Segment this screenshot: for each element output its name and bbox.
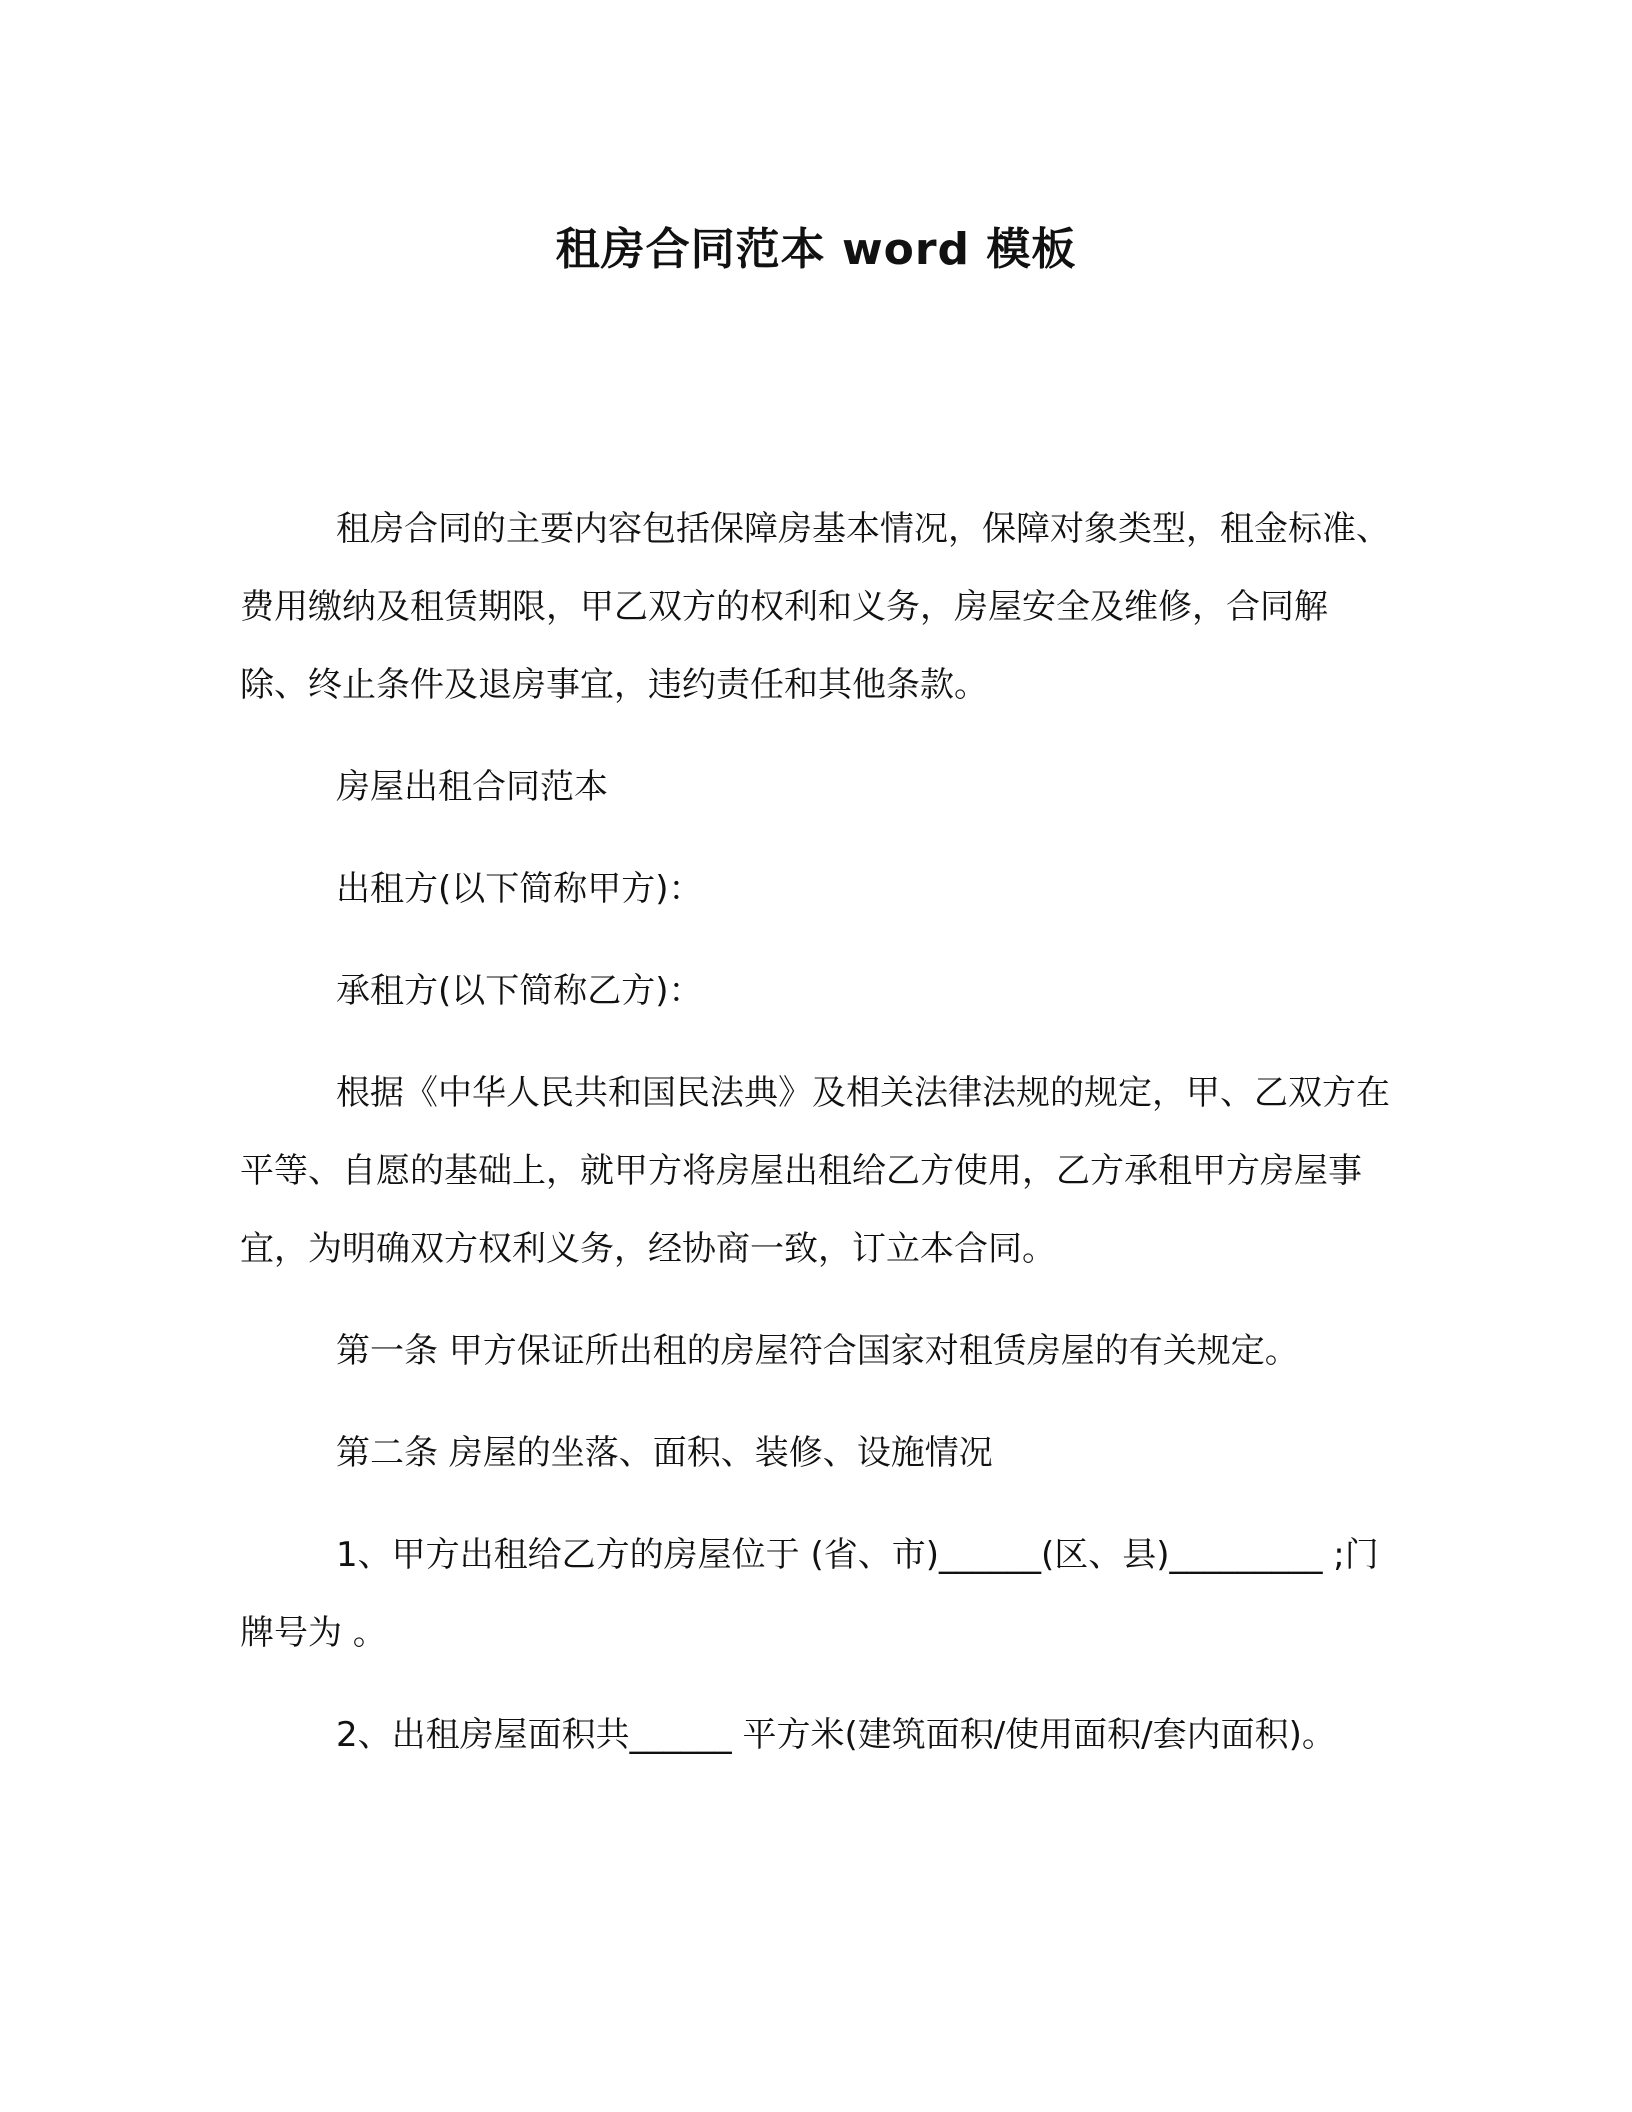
lessee-line: 承租方(以下简称乙方)： [336,971,703,1011]
article-two-heading: 第二条 房屋的坐落、面积、装修、设施情况 [336,1433,993,1473]
property-area-clause: 2、出租房屋面积共______ 平方米(建筑面积/使用面积/套内面积)。 [336,1715,1336,1755]
document-title: 租房合同范本 word 模板 [555,224,1077,275]
property-location-clause: 1、甲方出租给乙方的房屋位于 (省、市)______(区、县)_________ ;门牌号为 。 [240,1535,1379,1653]
legal-basis-paragraph: 根据《中华人民共和国民法典》及相关法律法规的规定，甲、乙双方在平等、自愿的基础上，就甲方将房屋出租给乙方使用，乙方承租甲方房屋事宜，为明确双方权利义务，经协商一致，订立本合同。 [240,1073,1390,1269]
contract-heading: 房屋出租合同范本 [336,767,608,807]
lessor-line: 出租方(以下简称甲方)： [336,869,703,909]
document-body [240,490,1392,1798]
intro-paragraph: 租房合同的主要内容包括保障房基本情况，保障对象类型，租金标准、费用缴纳及租赁期限，甲乙双方的权利和义务，房屋安全及维修，合同解除、终止条件及退房事宜，违约责任和其他条款。 [240,509,1390,705]
article-one: 第一条 甲方保证所出租的房屋符合国家对租赁房屋的有关规定。 [336,1331,1299,1371]
